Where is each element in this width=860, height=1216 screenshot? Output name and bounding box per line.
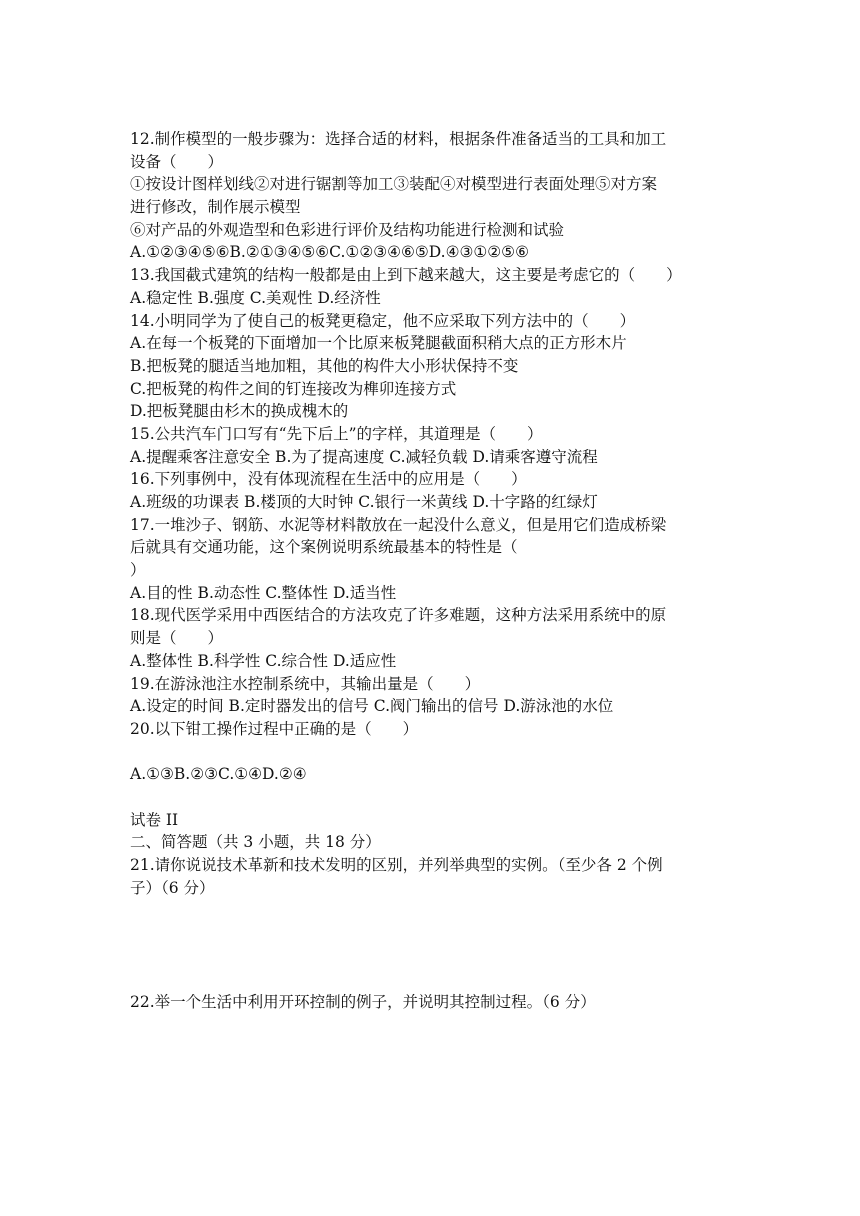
question-18-line-1: 18.现代医学采用中西医结合的方法攻克了许多难题，这种方法采用系统中的原 [130,606,667,625]
question-13: 13.我国截式建筑的结构一般都是由上到下越来越大，这主要是考虑它的（ ） [130,266,682,285]
question-17-line-1: 17.一堆沙子、钢筋、水泥等材料散放在一起没什么意义，但是用它们造成桥梁 [130,515,667,534]
question-18-line-2: 则是（ ） [130,629,224,648]
question-22: 22.举一个生活中利用开环控制的例子，并说明其控制过程。（6 分） [130,993,596,1012]
question-18-options: A.整体性 B.科学性 C.综合性 D.适应性 [130,651,397,670]
question-17-line-2: 后就具有交通功能，这个案例说明系统最基本的特性是（ [130,538,518,557]
blank-line [130,741,730,764]
question-12-steps-line-3: ⑥对产品的外观造型和色彩进行评价及结构功能进行检测和试验 [130,220,565,239]
question-14-option-a: A.在每一个板凳的下面增加一个比原来板凳腿截面积稍大点的正方形木片 [130,334,627,353]
question-14-option-b: B.把板凳的腿适当地加粗，其他的构件大小形状保持不变 [130,356,519,375]
question-20-options: A.①③B.②③C.①④D.②④ [130,765,307,784]
question-14-option-d: D.把板凳腿由杉木的换成槐木的 [130,402,349,421]
question-21-line-2: 子）（6 分） [130,878,215,897]
paper-ii-heading: 试卷 II [130,810,179,829]
question-12-steps-line-1: ①按设计图样划线②对进行锯割等加工③装配④对模型进行表面处理⑤对方案 [130,175,658,194]
question-14-option-c: C.把板凳的构件之间的钉连接改为榫卯连接方式 [130,379,457,398]
section-heading: 二、简答题（共 3 小题，共 18 分） [130,833,381,852]
question-16: 16.下列事例中，没有体现流程在生活中的应用是（ ） [130,470,527,489]
question-15-options: A.提醒乘客注意安全 B.为了提高速度 C.减轻负载 D.请乘客遵守流程 [130,447,598,466]
question-13-options: A.稳定性 B.强度 C.美观性 D.经济性 [130,288,381,307]
document-page [130,128,730,1014]
blank-line [130,786,730,809]
question-15: 15.公共汽车门口写有“先下后上”的字样，其道理是（ ） [130,424,543,443]
question-12-line-2: 设备（ ） [130,152,224,171]
question-12-line-1: 12.制作模型的一般步骤为：选择合适的材料，根据条件准备适当的工具和加工 [130,130,667,148]
question-19-options: A.设定的时间 B.定时器发出的信号 C.阀门输出的信号 D.游泳池的水位 [130,697,614,716]
question-16-options: A.班级的功课表 B.楼顶的大时钟 C.银行一米黄线 D.十字路的红绿灯 [130,493,598,511]
question-21-line-1: 21.请你说说技术革新和技术发明的区别，并列举典型的实例。（至少各 2 个例 [130,856,663,874]
question-17-options: A.目的性 B.动态性 C.整体性 D.适当性 [130,583,397,602]
question-19: 19.在游泳池注水控制系统中，其输出量是（ ） [130,674,481,693]
answer-space [130,899,730,991]
question-14: 14.小明同学为了使自己的板凳更稳定，他不应采取下列方法中的（ ） [130,311,636,330]
question-20: 20.以下钳工操作过程中正确的是（ ） [130,719,419,738]
question-12-steps-line-2: 进行修改，制作展示模型 [130,198,301,217]
question-17-line-3: ） [130,561,146,580]
question-12-options: A.①②③④⑤⑥B.②①③④⑤⑥C.①②③④⑥⑤D.④③①②⑤⑥ [130,243,529,262]
